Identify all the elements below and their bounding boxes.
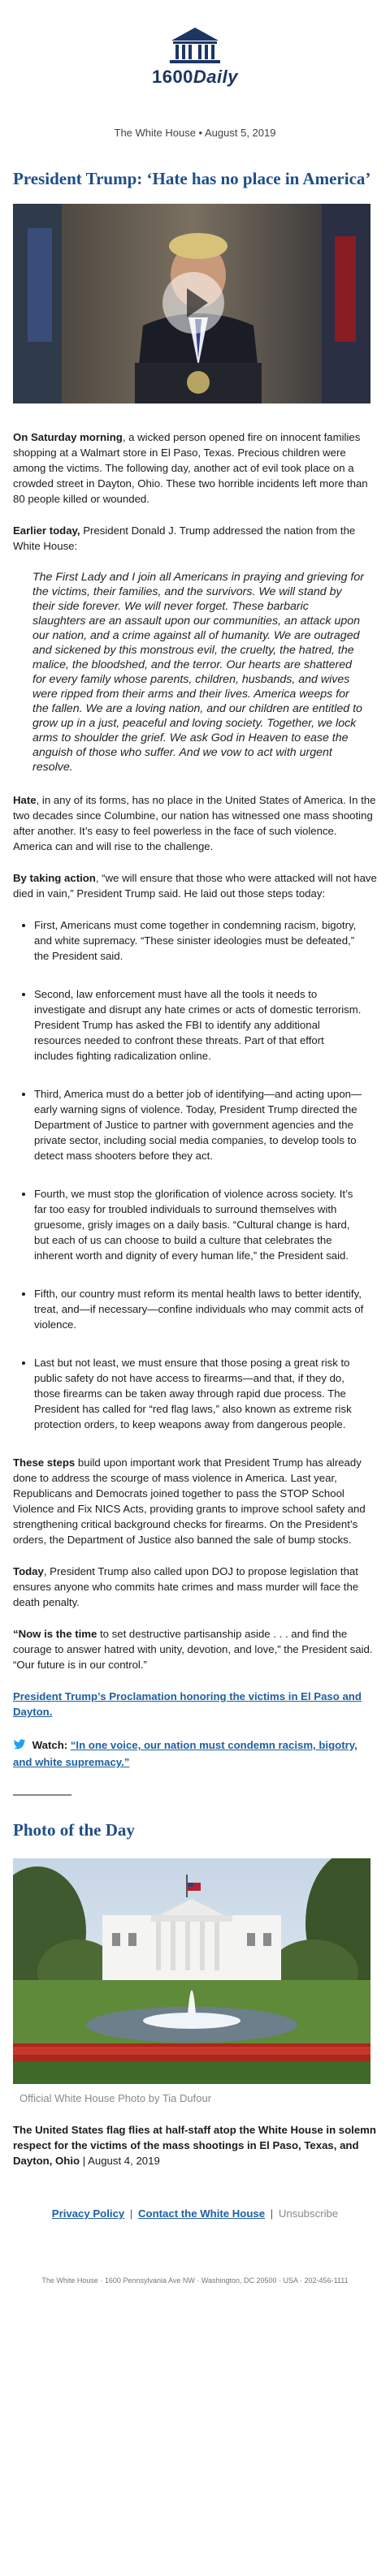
lead-text: These steps bbox=[13, 1456, 76, 1469]
photo-credit: Official White House Photo by Tia Dufour bbox=[20, 2092, 212, 2105]
body-text: , President Trump also called upon DOJ to propose legislation that ensures anyone who commits hate crimes and mass murder will face the death penalty. bbox=[13, 1565, 359, 1609]
lead-text: Today bbox=[13, 1565, 44, 1578]
headline: President Trump: ‘Hate has no place in America’ bbox=[13, 169, 371, 188]
caption-date: | August 4, 2019 bbox=[80, 2155, 160, 2168]
paragraph-saturday bbox=[13, 429, 377, 507]
list-item: • Third, America must do a better job of identifying—and acting upon—early warning signs of violence. Today, President Trump directed the Department of Justice to partner with government agencies and the private sector, including social media companies, to develop tools to detect mass shooters before they act. bbox=[34, 1086, 377, 1163]
photo-of-the-day-heading: Photo of the Day bbox=[13, 1820, 135, 1840]
caption-bold: The United States flag flies at half-staff atop the White House in solemn respect for the victims of the mass shootings in El Paso, Texas, and Dayton, Ohio bbox=[13, 2124, 376, 2168]
body-text: President Donald J. Trump addressed the nation from the White House: bbox=[13, 524, 356, 553]
photo-caption bbox=[13, 2122, 377, 2168]
action-steps-list bbox=[13, 917, 377, 1432]
paragraph-taking-action bbox=[13, 870, 377, 901]
body-text: build upon important work that President Trump has already done to address the scourge of mass violence in America. Last year, Republicans and Democrats joined together to pass the STOP School Violence and Fix NICS Acts, providing grants to improve school safety and strengthening critical background checks for firearms. On the President’s orders, the Department of Justice also banned the sale of bump stocks. bbox=[13, 1456, 366, 1547]
lead-text: “Now is the time bbox=[13, 1628, 98, 1641]
list-item: • Last but not least, we must ensure that those posing a great risk to public safety do not have access to firearms—and that, if they do, those firearms can be taken away through rapid due process. The President has called for “red flag laws,” also known as extreme risk protection orders, to keep weapons away from dangerous people. bbox=[34, 1355, 377, 1432]
list-item: • Second, law enforcement must have all the tools it needs to investigate and disrupt any hate crimes or acts of domestic terrorism. President Trump has asked the FBI to identify any additional resources needed to confront these threats. Part of that effort includes fighting radicalization online. bbox=[34, 986, 377, 1064]
paragraph-now-is-the-time bbox=[13, 1626, 377, 1672]
list-item: • Fourth, we must stop the glorification of violence across society. It’s far too easy for troubled individuals to surround themselves with gruesome, grisly images on a daily basis. “Cultural change is hard, but each of us can choose to build a culture that celebrates the inherent worth and dignity of every human life,” the President said. bbox=[34, 1186, 377, 1263]
lead-text: By taking action bbox=[13, 872, 96, 885]
watch-line bbox=[13, 1737, 377, 1770]
footer-separator: | bbox=[129, 2207, 133, 2220]
watch-label: Watch: bbox=[32, 1739, 68, 1752]
twitter-bird-icon bbox=[13, 1739, 26, 1754]
paragraph-these-steps bbox=[13, 1455, 377, 1547]
president-quote: The First Lady and I join all Americans in praying and grieving for the victims, their families, and the survivors. We will stand by their side forever. We will never forget. These barbaric slaughters are an assault upon our communities, an attack upon our nation, and a crime against all of humanity. We are outraged and sickened by this monstrous evil, the cruelty, the hatred, the malice, the bloodshed, and the terror. Our hearts are shattered for every family whose parents, children, husbands, and wives were ripped from their arms and their lives. America weeps for the fallen. We are a loving nation, and our children are entitled to grow up in a just, peaceful and loving society. Together, we lock arms to shoulder the grief. We ask God in Heaven to ease the anguish of those who suffer. And we vow to act with urgent resolve. bbox=[32, 571, 364, 775]
video-thumbnail[interactable] bbox=[13, 204, 370, 403]
paragraph-earlier-today bbox=[13, 523, 377, 554]
footer-address: The White House · 1600 Pennsylvania Ave NW · Washington, DC 20500 · USA · 202-456-1111 bbox=[41, 2276, 349, 2285]
header-logo[interactable] bbox=[13, 0, 377, 88]
body-text: , a wicked person opened fire on innocent families shopping at a Walmart store in El Paso, Texas. Precious children were among the victims. The following day, another act of evil took place on a crowded street in Dayton, Ohio. These two horrible incidents left more than 80 people killed or wounded. bbox=[13, 431, 368, 506]
list-item: • First, Americans must come together in condemning racism, bigotry, and white supremacy. “These sinister ideologies must be defeated,” the President said. bbox=[34, 917, 377, 964]
logo-word: Daily bbox=[193, 67, 239, 87]
logo-number: 1600 bbox=[151, 67, 193, 87]
logo-wordmark bbox=[13, 67, 377, 88]
white-house-image bbox=[13, 1858, 370, 2084]
privacy-policy-link[interactable]: Privacy Policy bbox=[51, 2207, 125, 2220]
unsubscribe-link[interactable]: Unsubscribe bbox=[278, 2207, 339, 2220]
white-house-logo-icon bbox=[167, 24, 223, 65]
paragraph-hate bbox=[13, 792, 377, 854]
proclamation-link[interactable]: President Trump’s Proclamation honoring the victims in El Paso and Dayton. bbox=[13, 1690, 362, 1719]
proclamation-paragraph bbox=[13, 1689, 377, 1719]
lead-text: Hate bbox=[13, 794, 37, 807]
list-item: • Fifth, our country must reform its mental health laws to better identify, treat, and—if necessary—confine individuals who may commit acts of violence. bbox=[34, 1286, 377, 1332]
body-text: , “we will ensure that those who were attacked will not have died in vain,” President Trump said. He laid out those steps today: bbox=[13, 872, 377, 900]
lead-text: Earlier today, bbox=[13, 524, 80, 537]
footer-separator: | bbox=[270, 2207, 274, 2220]
dateline: The White House • August 5, 2019 bbox=[114, 127, 276, 139]
body-text: to set destructive partisanship aside . . . and find the courage to answer hatred with unity, devotion, and love,” the President said. “Our future is in our control.” bbox=[13, 1628, 373, 1672]
section-divider bbox=[13, 1794, 72, 1796]
play-icon[interactable] bbox=[162, 272, 224, 334]
white-house-photo bbox=[13, 1858, 370, 2084]
contact-link[interactable]: Contact the White House bbox=[138, 2207, 266, 2220]
paragraph-today bbox=[13, 1564, 377, 1610]
footer-links bbox=[13, 2207, 377, 2220]
watch-video-link[interactable]: “In one voice, our nation must condemn racism, bigotry, and white supremacy.” bbox=[13, 1739, 358, 1769]
lead-text: On Saturday morning bbox=[13, 431, 123, 444]
body-text: , in any of its forms, has no place in the United States of America. In the two decades since Columbine, our nation has witnessed one mass shooting after another. It’s easy to feel powerless in the face of such violence. America can and will rise to the challenge. bbox=[13, 794, 376, 853]
